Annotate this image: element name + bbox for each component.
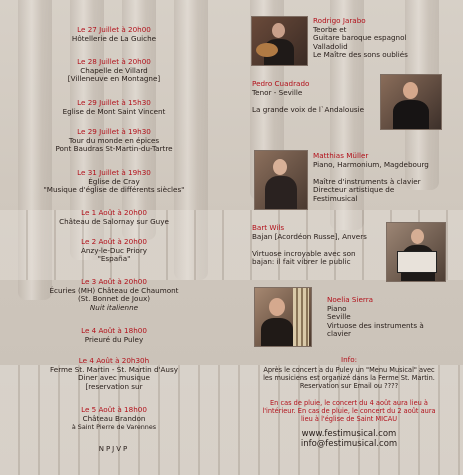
event-venue: Chapelle de Villard (80, 65, 148, 75)
artist-matthias-muller (313, 152, 429, 204)
info-section (235, 356, 463, 449)
event-title: Nuit italienne (89, 302, 139, 312)
event-date: Le 4 Août à 20h30h (78, 356, 150, 365)
info-rain-note: l'intérieur. En cas de pluie, le concert du 2 août aura (262, 407, 436, 415)
artist-tagline: Maître d'instruments à clavier (313, 176, 421, 186)
artist-bart-wils (252, 224, 367, 267)
event-title: "España" (97, 254, 131, 264)
event-venue-detail: à Saint Pierre de Varennes (71, 423, 157, 432)
event-reservation: [reservation sur (85, 381, 143, 391)
event-1 (0, 26, 228, 43)
artist-tagline: Festimusical (313, 193, 358, 203)
event-venue: Château Brandon (82, 413, 146, 423)
website-link[interactable]: www.festimusical.com (301, 429, 397, 439)
artist-role: Piano (327, 303, 347, 313)
info-paragraph: Reservation sur Email ou ???? (299, 382, 399, 390)
artist-photo-noelia-sierra (254, 287, 312, 347)
event-venue: Pont Baudras St-Martin-du-Tartre (55, 144, 173, 154)
event-8 (0, 278, 228, 312)
event-venue: Écuries (MH) Château de Chaumont (49, 285, 179, 295)
event-9 (0, 327, 228, 344)
event-10 (0, 357, 228, 391)
artist-name: Noelia Sierra (327, 295, 374, 304)
event-date: Le 1 Août à 20h00 (81, 208, 147, 217)
artist-city: Seville (327, 312, 351, 322)
info-rain-note: lieu à l'église de Saint MICAU (300, 415, 398, 423)
event-venue: Église de Cray (88, 176, 140, 186)
artist-role: Teorbe et (313, 24, 347, 34)
artist-rodrigo-jarabo (313, 17, 408, 60)
event-venue: Anzy-le-Duc Priory (80, 245, 148, 255)
artist-role: Bajan [Acordéon Russe], Anvers (252, 231, 367, 241)
artist-photo-bart-wils (386, 222, 446, 282)
artist-pedro-cuadrado (252, 80, 364, 114)
event-date: Le 27 Juillet à 20h00 (77, 25, 151, 34)
info-paragraph: les musiciens est organizé dans la Ferme St. Martin. (263, 374, 435, 382)
event-4 (0, 128, 228, 154)
artist-role: Piano, Harmonium, Magdebourg (313, 159, 429, 169)
info-rain-note: En cas de pluie, le concert du 4 août aura lieu à (270, 399, 428, 407)
event-3 (0, 99, 228, 116)
event-date: Le 28 Juillet à 20h00 (77, 57, 151, 66)
event-title: Diner avec musique (78, 373, 150, 383)
info-title: Info: (340, 355, 358, 364)
artist-tagline: Le Maître des sons oubliés (313, 50, 408, 60)
event-date: Le 3 Août à 20h00 (81, 277, 147, 286)
artist-tagline: bajan: il fait vibrer le public (252, 257, 351, 267)
artist-tagline: Directeur artistique de (313, 185, 395, 195)
event-venue: Ferme St. Martin - St. Martin d'Ausy (50, 364, 178, 374)
email-link[interactable]: info@festimusical.com (300, 439, 398, 449)
artist-photo-pedro-cuadrado (380, 74, 442, 130)
event-venue: Eglise de Mont Saint Vincent (62, 106, 166, 116)
event-date: Le 4 Août à 18h00 (81, 326, 147, 335)
artist-tagline: La grande voix de l`Andalousie (252, 104, 365, 114)
event-7 (0, 238, 228, 264)
artist-name: Bart Wils (252, 223, 285, 232)
event-5 (0, 169, 228, 195)
artist-name: Rodrigo Jarabo (313, 16, 366, 25)
event-11 (0, 406, 228, 432)
artist-role: Tenor - Seville (252, 87, 303, 97)
artist-role: Guitare baroque espagnol (313, 33, 407, 43)
artist-name: Matthias Müller (313, 151, 369, 160)
event-date: Le 29 Juillet à 15h30 (77, 98, 151, 107)
event-title: Tour du monde en épices (68, 135, 160, 145)
event-2 (0, 58, 228, 84)
artist-noelia-sierra (327, 296, 424, 339)
artist-photo-rodrigo-jarabo (251, 16, 308, 66)
artist-city: Valladolid (313, 41, 348, 51)
event-venue-detail: [Villeneuve en Montagne] (67, 74, 161, 84)
artist-photo-matthias-muller (254, 150, 308, 210)
event-date: Le 29 Juillet à 19h30 (77, 127, 151, 136)
event-date: Le 5 Août à 18h00 (81, 405, 147, 414)
event-venue: Château de Salornay sur Guye (59, 216, 169, 226)
event-venue-detail: (St. Bonnet de Joux) (77, 294, 151, 304)
artist-tagline: Virtuose incroyable avec son (252, 248, 356, 258)
event-date: Le 31 Juillet à 19h30 (77, 168, 151, 177)
event-venue: Hôtellerie de La Guiche (71, 33, 157, 43)
info-paragraph: Après le concert a du Puley un "Menu Musical" avec (263, 366, 435, 374)
artist-tagline: Virtuose des instruments à (327, 320, 424, 330)
artist-tagline: clavier (327, 329, 351, 339)
artist-name: Pedro Cuadrado (252, 79, 310, 88)
event-6 (0, 209, 228, 226)
event-title: "Musique d'église de différents siècles" (43, 185, 185, 195)
event-venue: Prieuré du Puley (84, 334, 144, 344)
signature: NPJVP (98, 445, 130, 453)
event-date: Le 2 Août à 20h00 (81, 237, 147, 246)
